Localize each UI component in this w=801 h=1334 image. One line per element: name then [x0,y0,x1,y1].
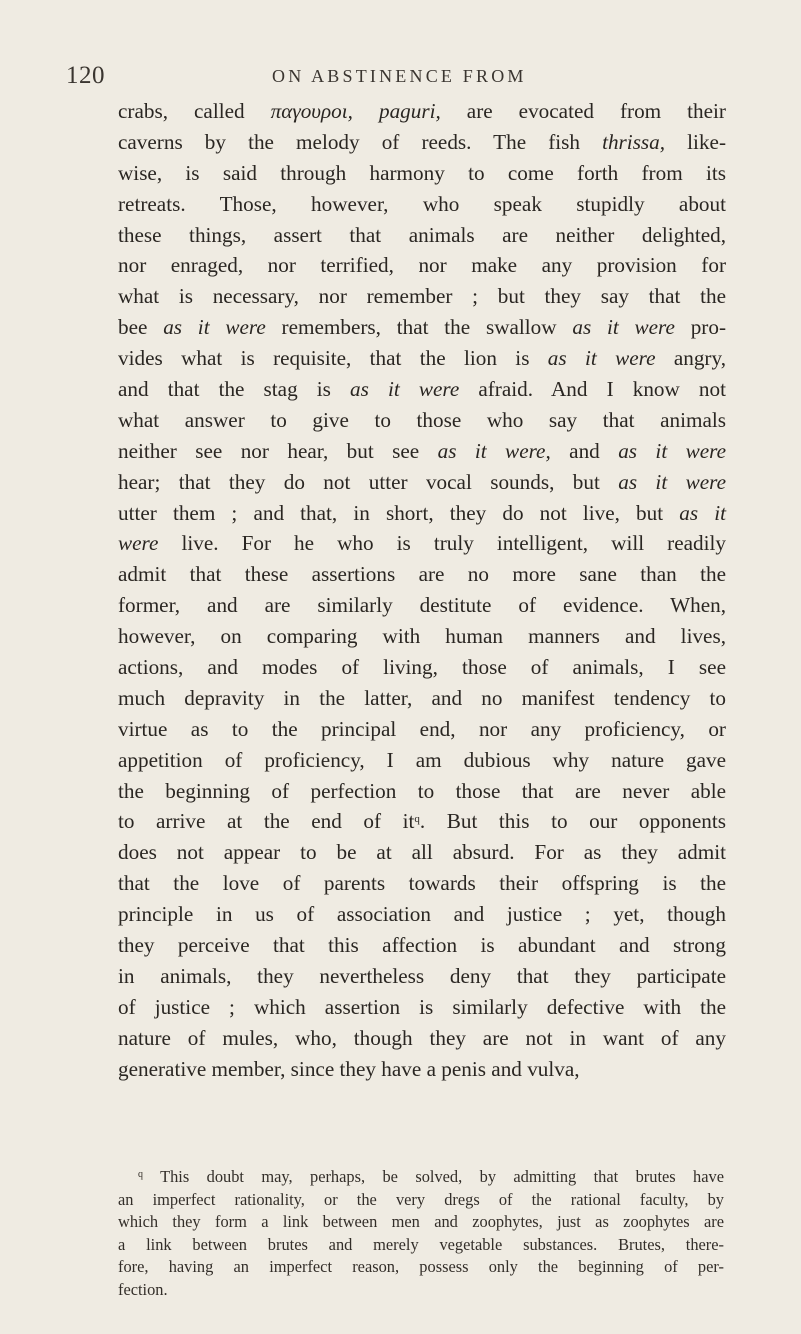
body-line [118,1023,726,1054]
body-text: virtue as to the principal end, nor any proficiency, or [118,716,726,741]
footnote-line [118,1166,724,1189]
body-line [118,96,726,127]
body-text: appetition of proficiency, I am dubious why nature gave [118,747,726,772]
body-text: principle in us of association and justice ; yet, though [118,902,726,927]
body-text: are evocated from their [440,99,726,123]
body-text: wise, is said through harmony to come forth from its [118,160,726,185]
body-line [118,837,726,868]
body-text: thrissa, [602,129,666,154]
body-text: hear; that they do not utter vocal sounds, but [118,469,619,494]
body-text: generative member, since they have a penis and vulva, [118,1056,580,1081]
body-text: what is necessary, nor remember ; but they say that the [118,284,726,309]
body-text: that the love of parents towards their offspring is the [118,871,726,896]
body-line [118,621,726,652]
footnote-text: fection. [118,1279,168,1299]
body-text: were [118,531,159,556]
footnote-text: which they form a link between men and zoophytes, just as zoophytes are [118,1212,724,1232]
body-line [118,683,726,714]
footnote-line [118,1279,724,1302]
body-text: as it were [572,315,675,340]
body-line [118,436,726,467]
body-line [118,899,726,930]
body-text: however, on comparing with human manners and lives, [118,624,726,649]
body-text: neither see nor hear, but see [118,438,438,463]
body-text: they perceive that this affection is abundant and strong [118,933,726,958]
body-text: afraid. And I know not [459,377,726,402]
body-line [118,343,726,374]
body-line [118,745,726,776]
body-text: former, and are similarly destitute of evidence. When, [118,593,726,618]
body-line [118,930,726,961]
body-line [118,498,726,529]
body-line [118,189,726,220]
body-text: nor enraged, nor terrified, nor make any provision for [118,253,726,278]
footnote-marker: q [138,1169,143,1180]
body-text: . But this to our opponents [419,809,726,834]
body-text: what answer to give to those who say that animals [118,407,726,432]
body-line [118,590,726,621]
body-text: as it [679,500,726,525]
body-text: παγουροι, paguri, [270,99,441,123]
body-line [118,528,726,559]
body-text: as it were [350,377,460,402]
body-line [118,220,726,251]
body-text: crabs, called [118,99,271,123]
body-text: bee [118,315,164,340]
body-line [118,312,726,343]
body-line [118,961,726,992]
body-line [118,652,726,683]
body-line [118,127,726,158]
body-text: as it were [547,346,656,371]
body-line [118,1054,726,1085]
body-text: does not appear to be at all absurd. For as they admit [118,840,726,865]
body-line [118,776,726,807]
body-text: much depravity in the latter, and no manifest tendency to [118,685,726,710]
body-line [118,868,726,899]
body-line [118,374,726,405]
body-line [118,467,726,498]
body-line [118,714,726,745]
body-text: actions, and modes of living, those of animals, I see [118,655,726,680]
body-text: as it were, [437,438,551,463]
body-text: angry, [655,346,726,371]
body-line [118,806,726,837]
footnote-text: fore, having an imperfect reason, possess only the beginning of per- [118,1257,724,1277]
body-line [118,281,726,312]
body-text: as it were [163,315,266,340]
body-line [118,250,726,281]
body-text: remembers, that the swallow [265,315,573,340]
body-text: and that the stag is [118,377,351,402]
body-text: the beginning of perfection to those that are never able [118,778,726,803]
footnote-text: This doubt may, perhaps, be solved, by admitting that brutes have [143,1167,724,1186]
body-text: to arrive at the end of it [118,809,415,834]
body-text: and [550,438,619,463]
footnote-marker: q [414,813,420,826]
body-text: these things, assert that animals are neither delighted, [118,222,726,247]
body-text: in animals, they nevertheless deny that they participate [118,963,726,988]
footnote-line [118,1256,724,1279]
body-text: vides what is requisite, that the lion is [118,346,548,371]
body-text: of justice ; which assertion is similarly defective with the [118,994,726,1019]
footnote-text: a link between brutes and merely vegetable substances. Brutes, there- [118,1234,724,1254]
body-text: pro- [674,315,726,340]
body-line [118,405,726,436]
body-text [118,96,726,1085]
footnote [118,1166,724,1302]
body-text: nature of mules, who, though they are not in want of any [118,1025,726,1050]
body-text: caverns by the melody of reeds. The fish [118,129,603,154]
footnote-text: an imperfect rationality, or the very dregs of the rational faculty, by [118,1189,724,1209]
footnote-line [118,1234,724,1257]
body-line [118,158,726,189]
body-text: as it were [618,438,727,463]
body-text: like- [665,129,727,154]
body-text: as it were [618,469,726,494]
body-text: admit that these assertions are no more sane than the [118,562,726,587]
body-line [118,559,726,590]
running-head: ON ABSTINENCE FROM [272,66,527,86]
body-text: live. For he who is truly intelligent, will readily [158,531,726,556]
body-line [118,992,726,1023]
body-text: utter them ; and that, in short, they do not live, but [118,500,680,525]
body-text: retreats. Those, however, who speak stupidly about [118,191,726,216]
page-number: 120 [66,62,105,89]
footnote-line [118,1189,724,1212]
footnote-line [118,1211,724,1234]
